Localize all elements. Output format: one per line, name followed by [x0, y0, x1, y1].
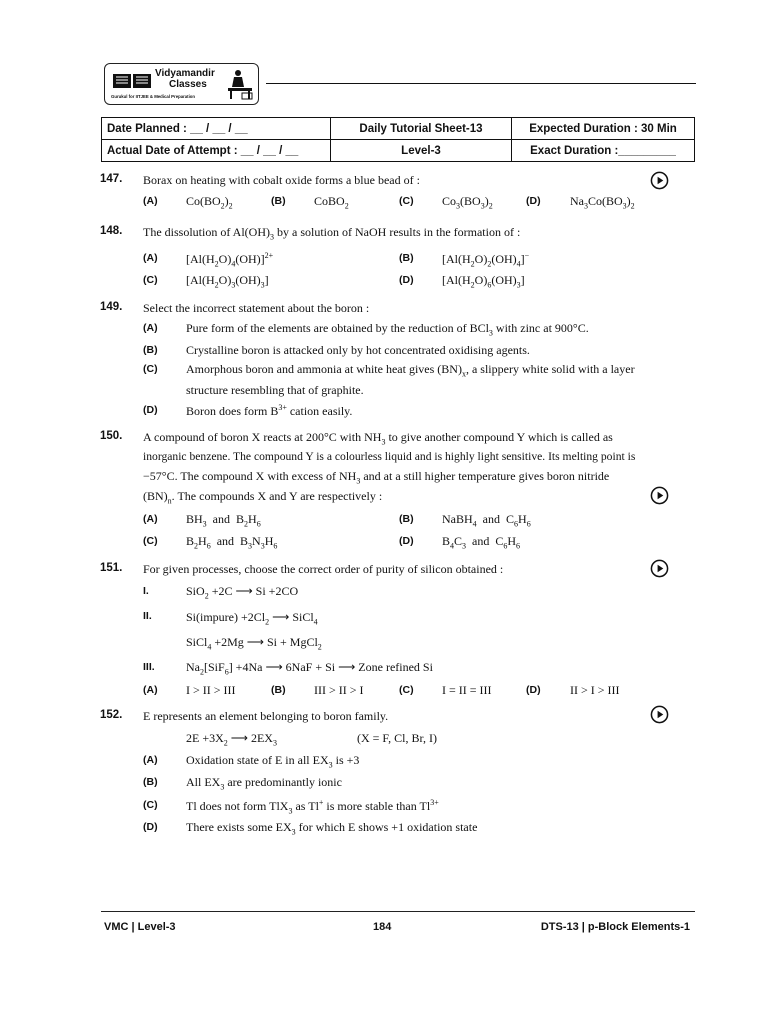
option-d-text: Boron does form $B^{3+}$ cation easily.	[186, 403, 353, 418]
option-d-label: (D)	[143, 404, 158, 416]
play-video-icon[interactable]	[650, 171, 669, 190]
option-c-text-line2: structure resembling that of graphite.	[186, 383, 364, 397]
option-a-label: (A)	[143, 684, 158, 696]
question-number: 152.	[100, 709, 123, 721]
option-c-text: $[Al(H_2O)_3(OH)_3]$	[186, 273, 269, 290]
option-c-text: $B_2H_6$ and $B_3N_3H_6$	[186, 534, 278, 551]
question-number: 151.	[100, 562, 123, 574]
option-b-text: CoBO$_2$	[314, 194, 349, 211]
question-text-line4: $(BN)_n$. The compounds X and Y are respectively :	[143, 489, 383, 506]
option-d-label: (D)	[143, 821, 158, 833]
option-c-label: (C)	[143, 535, 158, 547]
books-icon	[111, 70, 153, 90]
logo-line2: Classes	[169, 79, 207, 90]
option-d-label: (D)	[399, 535, 414, 547]
option-b-text: NaBH$_4$ and $C_6H_6$	[442, 512, 531, 529]
option-d-label: (D)	[526, 684, 541, 696]
student-desk-icon	[226, 67, 254, 101]
option-a-label: (A)	[143, 252, 158, 264]
question-number: 149.	[100, 301, 123, 313]
question-text-line3: −57°C. The compound X with excess of $NH_3$ and at a still higher temperature gives boron nitride	[143, 469, 610, 486]
process-ii-eq1: Si(impure) $+2Cl_2$ ⟶ SiCl$_4$	[186, 610, 318, 627]
footer-left: VMC | Level-3	[104, 921, 176, 933]
option-d-label: (D)	[526, 195, 541, 207]
sheet-info-table	[101, 117, 695, 162]
option-a-label: (A)	[143, 195, 158, 207]
logo-line1: Vidyamandir	[155, 68, 215, 79]
question-text-line2: inorganic benzene. The compound Y is a colourless liquid and is highly light sensitive. Its melting point is	[143, 450, 636, 463]
option-d-text: $[Al(H_2O)_6(OH)_3]$	[442, 273, 525, 290]
option-b-label: (B)	[271, 195, 286, 207]
level: Level-3	[331, 140, 512, 162]
option-d-text: $Na_3Co(BO_3)_2$	[570, 194, 635, 211]
page-number: 184	[373, 921, 392, 933]
option-d-text: There exists some $EX_3$ for which E shows +1 oxidation state	[186, 820, 478, 837]
header-rule	[266, 83, 696, 84]
process-iii-label: III.	[143, 661, 155, 673]
option-a-label: (A)	[143, 322, 158, 334]
date-planned: Date Planned : __ / __ / __	[102, 118, 331, 140]
question-text: For given processes, choose the correct order of purity of silicon obtained :	[143, 562, 504, 576]
option-b-text: $[Al(H_2O)_2(OH)_4]^-$	[442, 251, 530, 269]
option-c-label: (C)	[143, 799, 158, 811]
option-d-text: II > I > III	[570, 683, 620, 697]
option-a-text: $BH_3$ and $B_2H_6$	[186, 512, 261, 529]
reaction-eq: $2E +3X_2$ ⟶ $2EX_3$	[186, 731, 277, 748]
vmc-logo	[104, 63, 259, 105]
option-a-label: (A)	[143, 754, 158, 766]
actual-date: Actual Date of Attempt : __ / __ / __	[102, 140, 331, 162]
question-number: 147.	[100, 173, 123, 185]
question-text: The dissolution of $Al(OH)_3$ by a solution of NaOH results in the formation of :	[143, 225, 521, 242]
expected-duration: Expected Duration : 30 Min	[512, 118, 695, 140]
option-c-label: (C)	[143, 274, 158, 286]
option-a-text: $Co(BO_2)_2$	[186, 194, 233, 211]
option-d-label: (D)	[399, 274, 414, 286]
play-video-icon[interactable]	[650, 705, 669, 724]
question-number: 150.	[100, 430, 123, 442]
option-b-label: (B)	[399, 252, 414, 264]
option-b-label: (B)	[271, 684, 286, 696]
option-b-text: III > II > I	[314, 683, 364, 697]
process-ii-eq2: SiCl$_4$ +2Mg ⟶ Si + MgCl$_2$	[186, 635, 322, 652]
option-c-text: Tl does not form TlX$_3$ as Tl+ is more stable than $Tl^{3+}$	[186, 798, 439, 816]
option-a-label: (A)	[143, 513, 158, 525]
question-text: E represents an element belonging to boron family.	[143, 709, 389, 723]
option-a-text: $[Al(H_2O)_4(OH)]^{2+}$	[186, 251, 274, 269]
option-c-text: $Co_3(BO_3)_2$	[442, 194, 493, 211]
process-ii-label: II.	[143, 610, 152, 622]
halogen-note: (X = F, Cl, Br, I)	[357, 731, 437, 745]
process-i-eq: SiO$_2$ +2C ⟶ Si +2CO	[186, 584, 299, 601]
option-a-text: Pure form of the elements are obtained by the reduction of BCl$_3$ with zinc at 900°C.	[186, 321, 589, 338]
question-number: 148.	[100, 225, 123, 237]
option-b-text: All $EX_3$ are predominantly ionic	[186, 775, 342, 792]
process-iii-eq: $Na_2[SiF_6] +4Na$ ⟶ 6NaF + Si ⟶ Zone refined Si	[186, 660, 433, 677]
option-d-text: $B_4C_3$ and $C_6H_6$	[442, 534, 521, 551]
process-i-label: I.	[143, 585, 149, 597]
exact-duration: Exact Duration :_________	[512, 140, 695, 162]
option-c-label: (C)	[399, 684, 414, 696]
footer-rule	[101, 911, 695, 912]
question-text: Select the incorrect statement about the boron :	[143, 301, 370, 315]
question-text-line1: A compound of boron X reacts at 200°C with $NH_3$ to give another compound Y which is called as	[143, 430, 613, 447]
option-c-text: Amorphous boron and ammonia at white heat gives $(BN)_x$, a slippery white solid with a layer	[186, 362, 635, 379]
footer-right: DTS-13 | p-Block Elements-1	[540, 921, 690, 933]
option-a-text: I > II > III	[186, 683, 236, 697]
option-c-label: (C)	[399, 195, 414, 207]
option-b-label: (B)	[143, 344, 158, 356]
play-video-icon[interactable]	[650, 486, 669, 505]
logo-tagline: Gurukul for IITJEE & Medical Preparation	[111, 94, 196, 99]
option-b-label: (B)	[399, 513, 414, 525]
option-c-label: (C)	[143, 363, 158, 375]
option-b-label: (B)	[143, 776, 158, 788]
sheet-name: Daily Tutorial Sheet-13	[331, 118, 512, 140]
option-b-text: Crystalline boron is attacked only by hot concentrated oxidising agents.	[186, 343, 530, 357]
option-a-text: Oxidation state of E in all $EX_3$ is +3	[186, 753, 360, 770]
option-c-text: I = II = III	[442, 683, 492, 697]
question-text: Borax on heating with cobalt oxide forms a blue bead of :	[143, 173, 420, 187]
play-video-icon[interactable]	[650, 559, 669, 578]
